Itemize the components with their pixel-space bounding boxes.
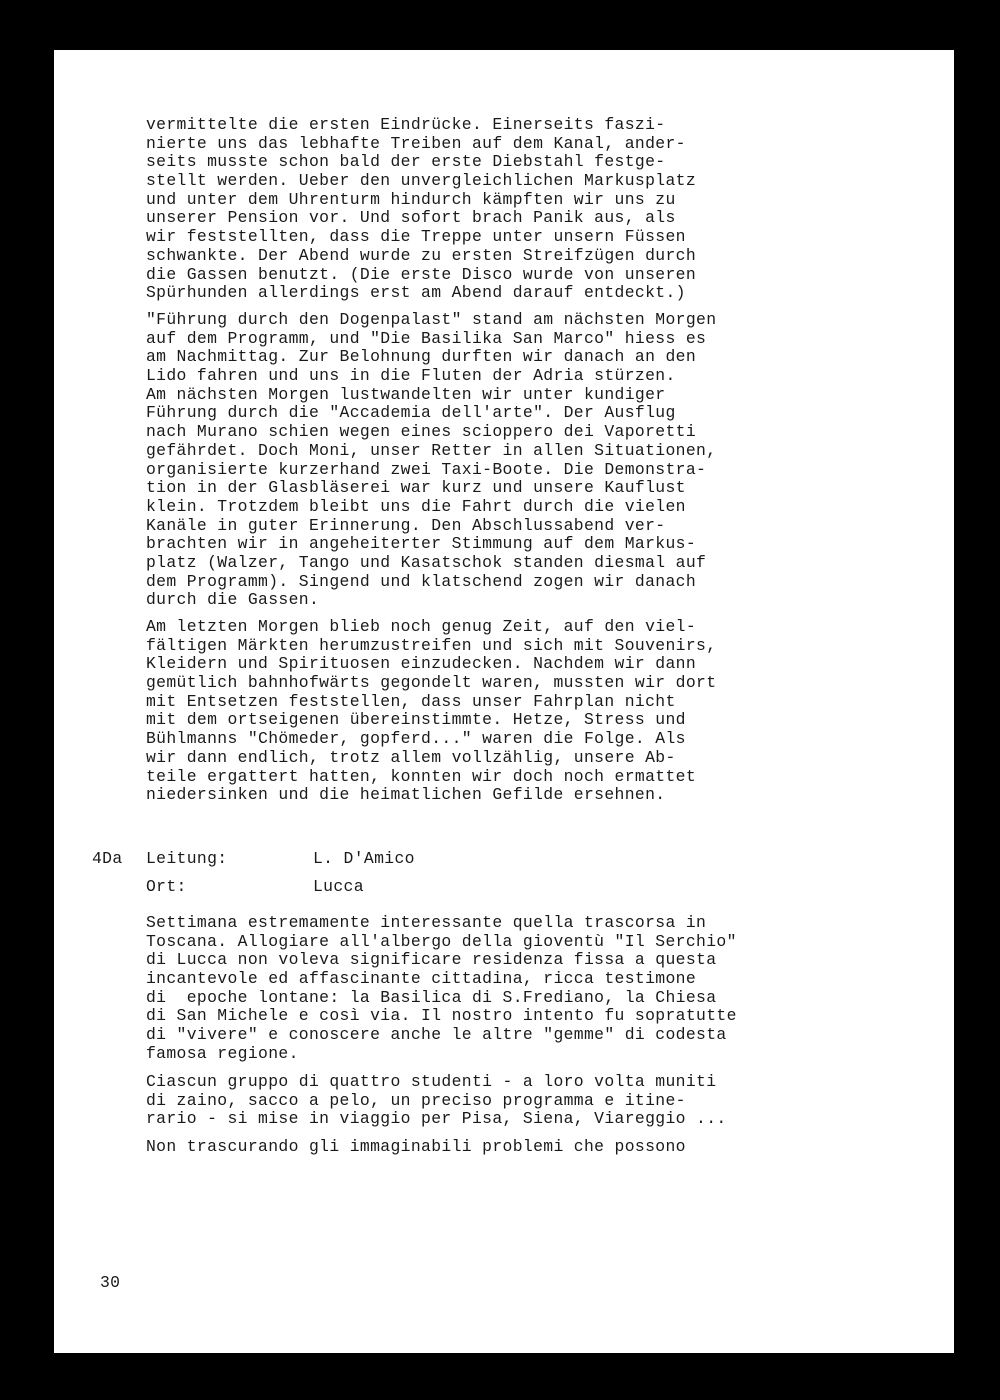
text-line: Non trascurando gli immaginabili problemi che possono bbox=[146, 1137, 686, 1156]
text-line: nierte uns das lebhafte Treiben auf dem Kanal, ander- bbox=[146, 133, 686, 153]
page-number: 30 bbox=[100, 1273, 121, 1292]
text-line: mit dem ortseigenen übereinstimmte. Hetze, Stress und bbox=[146, 710, 686, 730]
text-line: platz (Walzer, Tango und Kasatschok standen diesmal auf bbox=[146, 552, 707, 572]
paragraph-venice-departure bbox=[146, 618, 846, 805]
text-line: Am nächsten Morgen lustwandelten wir unter kundiger bbox=[146, 384, 666, 404]
text-line: Führung durch die "Accademia dell'arte". Der Ausflug bbox=[146, 403, 676, 423]
text-line: gemütlich bahnhofwärts gegondelt waren, mussten wir dort bbox=[146, 673, 717, 693]
leitung-value: L. D'Amico bbox=[313, 849, 415, 868]
ort-value: Lucca bbox=[313, 877, 364, 896]
text-line: Kleidern und Spirituosen einzudecken. Nachdem wir dann bbox=[146, 654, 697, 674]
text-line: wir dann endlich, trotz allem vollzählig, unsere Ab- bbox=[146, 747, 676, 767]
text-line: di "vivere" e conoscere anche le altre "gemme" di codesta bbox=[146, 1025, 727, 1045]
document-page bbox=[54, 50, 954, 1353]
text-line: nach Murano schien wegen eines sciopperо dei Vaporetti bbox=[146, 422, 697, 442]
paragraph-venice-tours bbox=[146, 311, 846, 610]
text-line: unserer Pension vor. Und sofort brach Panik aus, als bbox=[146, 208, 676, 228]
paragraph-lucca-problems bbox=[146, 1138, 846, 1157]
text-line: brachten wir in angeheiterter Stimmung auf dem Markus- bbox=[146, 534, 697, 554]
text-line: di San Michele e così via. Il nostro intento fu sopratutte bbox=[146, 1006, 737, 1026]
text-line: vermittelte die ersten Eindrücke. Einerseits faszi- bbox=[146, 115, 666, 134]
text-line: Kanäle in guter Erinnerung. Den Abschlussabend ver- bbox=[146, 515, 666, 535]
text-line: di zaino, sacco a pelo, un preciso programma e itine- bbox=[146, 1090, 686, 1110]
text-line: di Lucca non voleva significare residenza fissa a questa bbox=[146, 950, 717, 970]
text-line: niedersinken und die heimatlichen Gefilde ersehnen. bbox=[146, 785, 666, 805]
text-line: rario - si mise in viaggio per Pisa, Siena, Viareggio ... bbox=[146, 1109, 727, 1129]
text-line: durch die Gassen. bbox=[146, 590, 320, 610]
text-line: Settimana estremamente interessante quella trascorsa in bbox=[146, 913, 707, 932]
text-line: dem Programm). Singend und klatschend zogen wir danach bbox=[146, 571, 697, 591]
class-code: 4Da bbox=[92, 849, 123, 868]
text-line: teile ergattert hatten, konnten wir doch noch ermattet bbox=[146, 766, 697, 786]
text-line: seits musste schon bald der erste Diebstahl festge- bbox=[146, 152, 666, 172]
text-line: und unter dem Uhrenturm hindurch kämpften wir uns zu bbox=[146, 189, 676, 209]
text-line: di epoche lontane: la Basilica di S.Frediano, la Chiesa bbox=[146, 987, 717, 1007]
text-line: Am letzten Morgen blieb noch genug Zeit, auf den viel- bbox=[146, 617, 697, 636]
text-line: stellt werden. Ueber den unvergleichlichen Markusplatz bbox=[146, 171, 697, 191]
text-line: famosa regione. bbox=[146, 1043, 299, 1063]
text-line: Bühlmanns "Chömeder, gopferd..." waren die Folge. Als bbox=[146, 729, 686, 749]
text-line: klein. Trotzdem bleibt uns die Fahrt durch die vielen bbox=[146, 496, 686, 516]
text-line: Spürhunden allerdings erst am Abend darauf entdeckt.) bbox=[146, 283, 686, 303]
text-line: Lido fahren und uns in die Fluten der Adria stürzen. bbox=[146, 366, 676, 386]
text-line: die Gassen benutzt. (Die erste Disco wurde von unseren bbox=[146, 264, 697, 284]
ort-label: Ort: bbox=[146, 877, 187, 896]
text-line: fältigen Märkten herumzustreifen und sich mit Souvenirs, bbox=[146, 635, 717, 655]
text-line: Toscana. Allogiare all'albergo della gioventù "Il Serchio" bbox=[146, 931, 737, 951]
text-line: tion in der Glasbläserei war kurz und unsere Kauflust bbox=[146, 478, 686, 498]
text-line: incantevole ed affascinante cittadina, ricca testimone bbox=[146, 969, 697, 989]
text-line: gefährdet. Doch Moni, unser Retter in allen Situationen, bbox=[146, 440, 717, 460]
text-line: Ciascun gruppo di quattro studenti - a loro volta muniti bbox=[146, 1072, 717, 1091]
text-line: wir feststellten, dass die Treppe unter unsern Füssen bbox=[146, 227, 686, 247]
text-line: schwankte. Der Abend wurde zu ersten Streifzügen durch bbox=[146, 245, 697, 265]
paragraph-lucca-intro bbox=[146, 914, 846, 1064]
text-line: organisierte kurzerhand zwei Taxi-Boote. Die Demonstra- bbox=[146, 459, 707, 479]
leitung-label: Leitung: bbox=[146, 849, 228, 868]
text-line: auf dem Programm, und "Die Basilika San Marco" hiess es bbox=[146, 328, 707, 348]
paragraph-venice-arrival bbox=[146, 116, 846, 303]
text-line: "Führung durch den Dogenpalast" stand am nächsten Morgen bbox=[146, 310, 717, 329]
paragraph-lucca-groups bbox=[146, 1073, 846, 1129]
text-line: mit Entsetzen feststellen, dass unser Fahrplan nicht bbox=[146, 691, 676, 711]
text-line: am Nachmittag. Zur Belohnung durften wir danach an den bbox=[146, 347, 697, 367]
